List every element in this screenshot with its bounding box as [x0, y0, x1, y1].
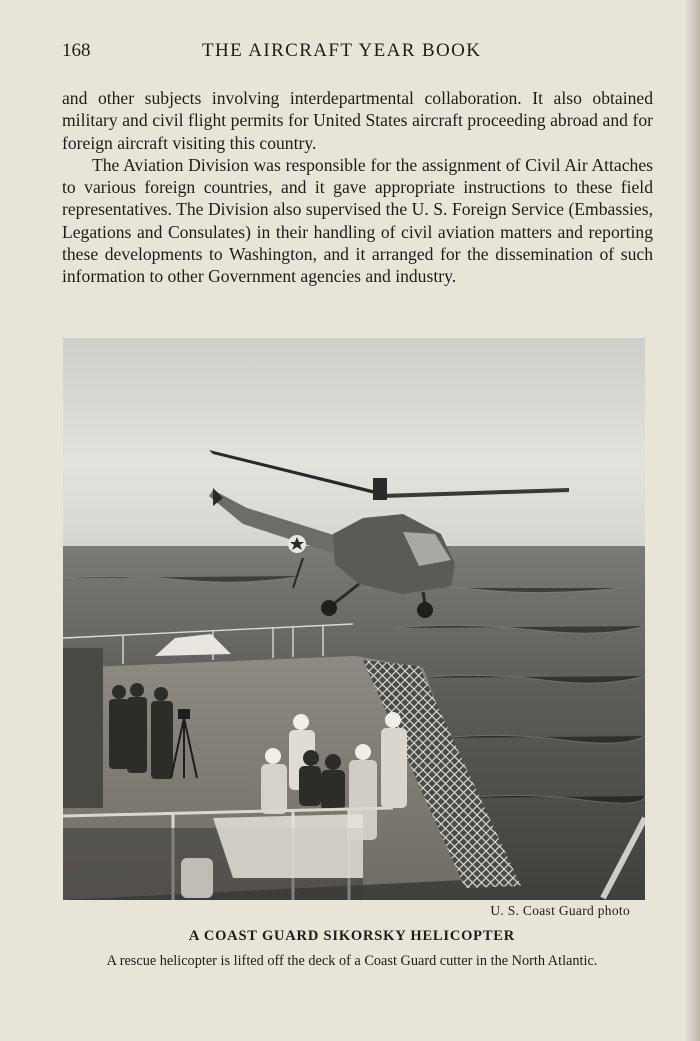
page-edge [686, 0, 700, 1041]
helicopter-photo [63, 338, 645, 900]
paragraph-1: and other subjects involving interdepartmental collaboration. It also obtained military and civil flight permits for United States aircraft proceeding abroad and for foreign aircraft visiting this country. [62, 88, 653, 153]
photo-credit: U. S. Coast Guard photo [490, 903, 630, 918]
sky [63, 338, 645, 550]
page-number: 168 [62, 40, 91, 61]
figure-title: A COAST GUARD SIKORSKY HELICOPTER [188, 928, 516, 944]
book-title: THE AIRCRAFT YEAR BOOK [202, 40, 482, 61]
figure-caption: A rescue helicopter is lifted off the deck of a Coast Guard cutter in the North Atlantic. [106, 953, 598, 969]
paragraph-2: The Aviation Division was responsible for the assignment of Civil Air Attaches to various foreign countries, and it gave appropriate instructions to these field representatives. The Division also supervised the U. S. Foreign Service (Embassies, Legations and Consulates) in their handling of civil aviation matters and reporting these developments to Washington, and it arranged for the dissemination of such information to other Government agencies and industry. [62, 154, 653, 287]
running-head [62, 40, 654, 66]
body-text [62, 87, 653, 288]
